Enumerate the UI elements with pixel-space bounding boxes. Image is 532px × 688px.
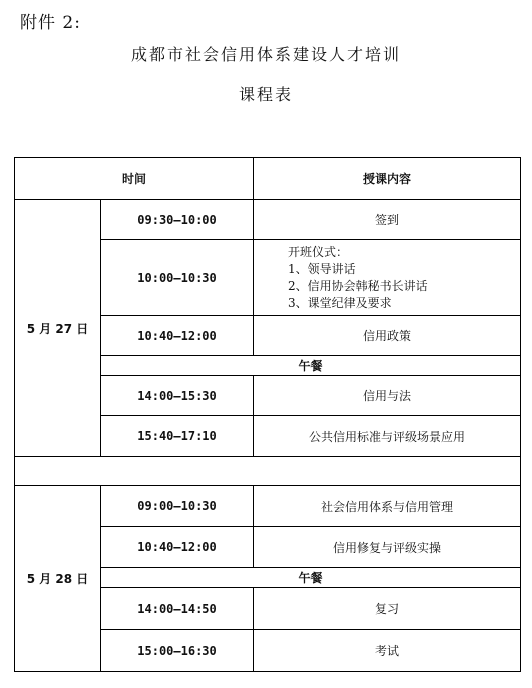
table-row — [15, 486, 521, 527]
day2-date: 5 月 28 日 — [15, 486, 101, 672]
table-row — [15, 200, 521, 240]
spacer-row — [15, 457, 521, 486]
content-cell-ceremony — [254, 240, 521, 316]
document-subtitle: 课程表 — [238, 85, 293, 104]
day1-date: 5 月 27 日 — [15, 200, 101, 457]
content-cell: 复习 — [254, 588, 521, 630]
time-cell: 15:00—16:30 — [101, 630, 254, 672]
header-content: 授课内容 — [254, 158, 521, 200]
schedule-table — [14, 157, 521, 672]
ceremony-line: 开班仪式： — [288, 244, 349, 259]
time-cell: 14:00—14:50 — [101, 588, 254, 630]
time-cell: 10:40—12:00 — [101, 316, 254, 356]
annex-label: 附件 2: — [20, 13, 81, 33]
time-cell: 14:00—15:30 — [101, 376, 254, 416]
table-header-row — [15, 158, 521, 200]
content-cell: 签到 — [254, 200, 521, 240]
content-cell: 公共信用标准与评级场景应用 — [254, 416, 521, 457]
ceremony-line: 2、信用协会韩秘书长讲话 — [288, 278, 428, 293]
lunch-cell: 午餐 — [101, 356, 521, 376]
content-cell: 考试 — [254, 630, 521, 672]
header-time: 时间 — [15, 158, 254, 200]
content-cell: 信用政策 — [254, 316, 521, 356]
content-cell: 社会信用体系与信用管理 — [254, 486, 521, 527]
document-title: 成都市社会信用体系建设人才培训 — [130, 45, 401, 64]
content-cell: 信用修复与评级实操 — [254, 527, 521, 568]
content-cell: 信用与法 — [254, 376, 521, 416]
spacer-cell — [15, 457, 521, 486]
ceremony-line: 1、领导讲话 — [288, 261, 356, 276]
ceremony-line: 3、课堂纪律及要求 — [288, 295, 392, 310]
time-cell: 15:40—17:10 — [101, 416, 254, 457]
time-cell: 09:00—10:30 — [101, 486, 254, 527]
time-cell: 10:40—12:00 — [101, 527, 254, 568]
time-cell: 09:30—10:00 — [101, 200, 254, 240]
lunch-cell: 午餐 — [101, 568, 521, 588]
time-cell: 10:00—10:30 — [101, 240, 254, 316]
